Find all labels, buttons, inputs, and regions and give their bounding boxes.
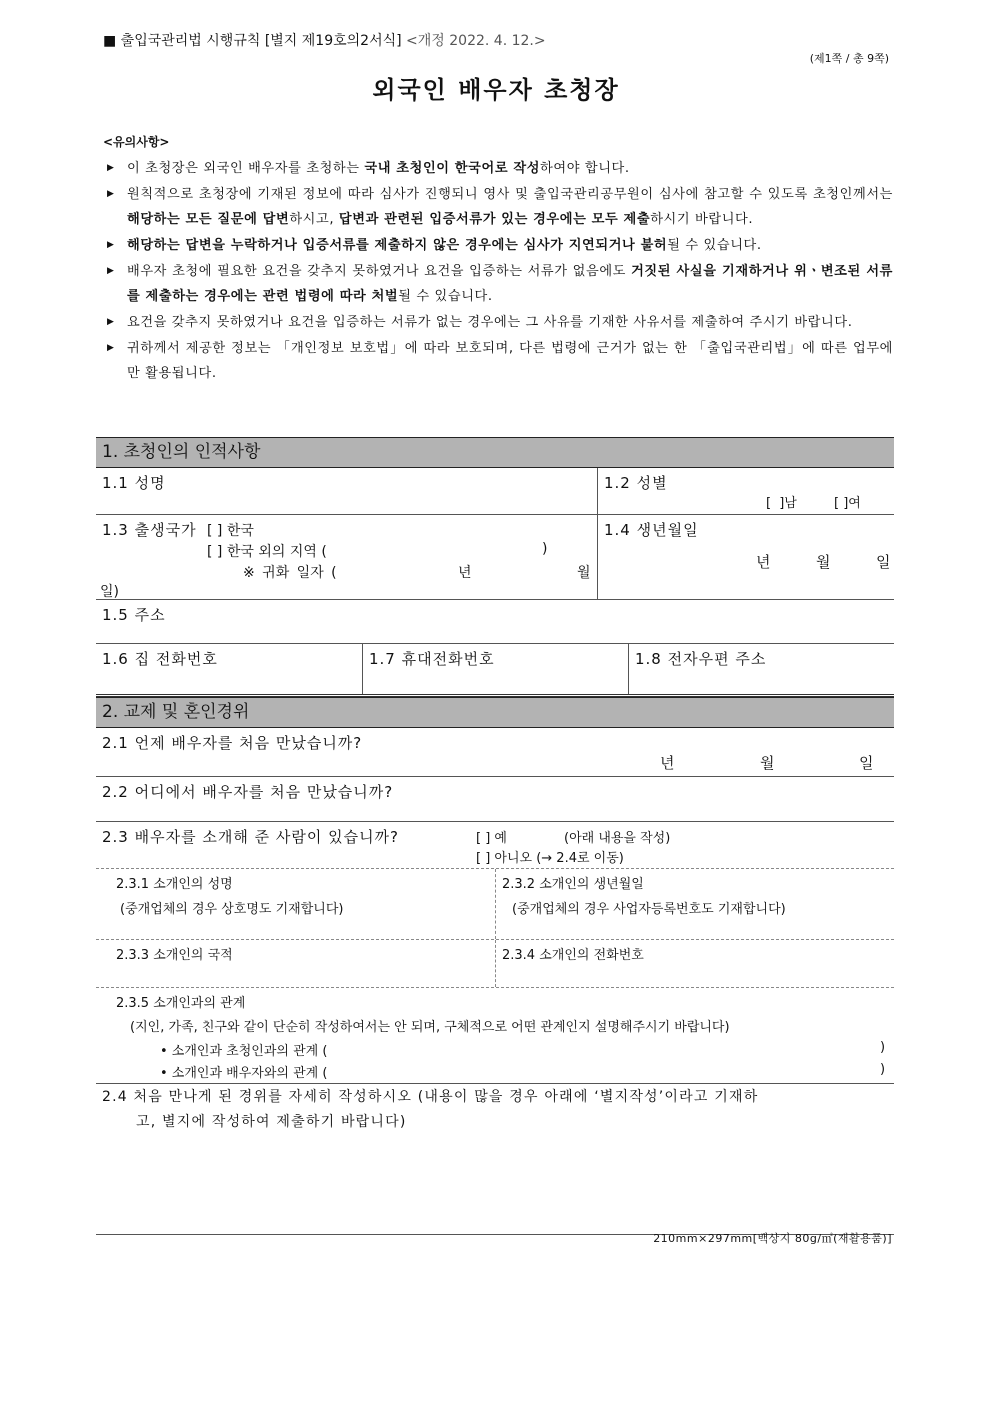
month-label: 월 [577, 565, 591, 581]
yes-note: (아래 내용을 작성) [564, 831, 671, 846]
q232-note: (중개업체의 경우 사업자등록번호도 기재합니다) [512, 902, 786, 917]
notice-emphasis: 거짓된 사실을 기재하거나 위ㆍ변조된 서류를 제출하는 경우에는 관련 법령에 따라 처벌 [127, 264, 893, 304]
q231-note: (중개업체의 경우 상호명도 기재합니다) [120, 902, 344, 917]
q23-label: 2.3 배우자를 소개해 준 사람이 있습니까? [102, 828, 400, 846]
notice-emphasis: 해당하는 모든 질문에 답변 [127, 212, 290, 227]
notice-text: 하시고, [289, 212, 339, 227]
form-header [103, 30, 546, 50]
introducer-nationality-field[interactable] [96, 940, 495, 987]
introducer-yes-checkbox[interactable]: [ ] 예 [476, 831, 507, 846]
gender-female-checkbox[interactable]: [ ]여 [834, 496, 861, 511]
section-1-title: 1. 초청인의 인적사항 [96, 437, 894, 468]
notice-heading: <유의사항> [103, 135, 170, 149]
address-label: 1.5 주소 [102, 606, 166, 624]
introducer-dob-field[interactable] [495, 869, 894, 939]
page-title: 외국인 배우자 초청장 [372, 76, 620, 104]
day-label: 일 [859, 754, 874, 772]
notice-text: 배우자 초청에 필요한 요건을 갖추지 못하였거나 요건을 입증하는 서류가 없음에도 [127, 264, 632, 279]
paren-close: ) [542, 541, 548, 557]
triangle-bullet-icon: ▶ [107, 240, 115, 250]
triangle-bullet-icon: ▶ [107, 266, 115, 276]
naturalization-label: ※ 귀화 일자 ( [243, 565, 337, 581]
triangle-bullet-icon: ▶ [107, 163, 115, 173]
home-phone-field[interactable] [96, 644, 362, 694]
notice-item [103, 336, 893, 386]
row-birthcountry-dob [96, 515, 894, 600]
name-label: 1.1 성명 [102, 474, 166, 492]
notice-emphasis: 국내 초청인이 한국어로 작성 [364, 161, 541, 176]
email-label: 1.8 전자우편 주소 [635, 650, 767, 668]
notice-text: 될 수 있습니다. [398, 289, 493, 304]
q232-label: 2.3.2 소개인의 생년월일 [502, 877, 644, 892]
year-label: 년 [458, 565, 472, 581]
introducer-name-field[interactable] [96, 869, 495, 939]
row-introducer-contact [96, 940, 894, 988]
home-phone-label: 1.6 집 전화번호 [102, 650, 218, 668]
day-label: 일 [876, 553, 891, 571]
page-info: (제1쪽 / 총 9쪽) [809, 52, 889, 65]
relationship-spouse-field[interactable]: • 소개인과 배우자와의 관계 ( [160, 1066, 328, 1081]
q235-note: (지인, 가족, 친구와 같이 단순히 작성하여서는 안 되며, 구체적으로 어떤 관계인지 설명해주시기 바랍니다) [130, 1020, 730, 1035]
row-name-gender [96, 468, 894, 515]
notice-text: 요건을 갖추지 못하였거나 요건을 입증하는 서류가 없는 경우에는 그 사유를 기재한 사유서를 제출하여 주시기 바랍니다. [127, 315, 853, 330]
month-label: 월 [760, 754, 775, 772]
q234-label: 2.3.4 소개인의 전화번호 [502, 948, 644, 963]
address-field[interactable] [96, 600, 894, 644]
dob-field[interactable] [597, 515, 894, 599]
outside-korea-checkbox[interactable]: [ ] 한국 외의 지역 ( [207, 544, 327, 560]
mobile-field[interactable] [362, 644, 628, 694]
dob-label: 1.4 생년월일 [604, 521, 699, 539]
section-2-title: 2. 교제 및 혼인경위 [96, 697, 894, 728]
notice-item [103, 182, 893, 232]
footer-paper-spec: 210mm×297mm[백상지 80g/㎡(재활용품)] [653, 1232, 892, 1245]
triangle-bullet-icon: ▶ [107, 317, 115, 327]
relationship-inviter-field[interactable]: • 소개인과 초청인과의 관계 ( [160, 1044, 328, 1059]
notice-text: 될 수 있습니다. [667, 238, 762, 253]
mobile-label: 1.7 휴대전화번호 [369, 650, 495, 668]
q231-label: 2.3.1 소개인의 성명 [116, 877, 233, 892]
notice-text: 이 초청장은 외국인 배우자를 초청하는 [127, 161, 365, 176]
gender-field [597, 468, 894, 514]
notice-text: 귀하께서 제공한 정보는 「개인정보 보호법」에 따라 보호되며, 다른 법령에 근거가 없는 한 「출입국관리법」에 따른 업무에만 활용됩니다. [127, 341, 893, 381]
name-field[interactable] [96, 468, 597, 514]
q24-label-continued: 고, 별지에 작성하여 제출하기 바랍니다) [136, 1114, 407, 1130]
q21-label: 2.1 언제 배우자를 처음 만났습니까? [102, 734, 363, 752]
notice-emphasis: 해당하는 답변을 누락하거나 입증서류를 제출하지 않은 경우에는 심사가 지연되거나 불허 [127, 238, 668, 253]
month-label: 월 [816, 553, 831, 571]
korea-checkbox[interactable]: [ ] 한국 [207, 523, 254, 539]
regulation-text: ■ 출입국관리법 시행규칙 [별지 제19호의2서식] [103, 33, 402, 49]
paren-close: ) [880, 1062, 886, 1077]
notice-text: 하여야 합니다. [540, 161, 630, 176]
invitation-form [96, 437, 894, 1235]
first-meeting-place-field[interactable] [96, 777, 894, 822]
row-contacts [96, 644, 894, 697]
notice-section [103, 133, 893, 387]
email-field[interactable] [628, 644, 894, 694]
notice-text: 하시기 바랍니다. [650, 212, 754, 227]
gender-male-checkbox[interactable]: [ ]남 [766, 496, 797, 511]
notice-emphasis: 답변과 관련된 입증서류가 있는 경우에는 모두 제출 [338, 212, 651, 227]
triangle-bullet-icon: ▶ [107, 189, 115, 199]
notice-item [103, 233, 893, 258]
notice-item [103, 259, 893, 309]
birth-country-field [96, 515, 597, 599]
notice-text: 원칙적으로 초청장에 기재된 정보에 따라 심사가 진행되니 영사 및 출입국관리공무원이 심사에 참고할 수 있도록 초청인께서는 [127, 187, 893, 202]
day-label: 일) [100, 584, 119, 600]
introducer-relationship [96, 988, 894, 1084]
q24-label: 2.4 처음 만나게 된 경위를 자세히 작성하시오 (내용이 많을 경우 아래에 ‘별지작성’이라고 기재하 [102, 1089, 759, 1105]
row-introducer-info [96, 869, 894, 940]
introducer-no-checkbox[interactable]: [ ] 아니오 (→ 2.4로 이동) [476, 851, 624, 866]
year-label: 년 [756, 553, 771, 571]
q235-label: 2.3.5 소개인과의 관계 [116, 996, 246, 1011]
introducer-question [96, 822, 894, 869]
first-meeting-date-field[interactable] [96, 728, 894, 777]
year-label: 년 [660, 754, 675, 772]
revision-date: <개정 2022. 4. 12.> [406, 33, 546, 49]
q22-label: 2.2 어디에서 배우자를 처음 만났습니까? [102, 783, 394, 801]
triangle-bullet-icon: ▶ [107, 343, 115, 353]
paren-close: ) [880, 1040, 886, 1055]
meeting-story-field[interactable] [96, 1084, 894, 1235]
introducer-phone-field[interactable] [495, 940, 894, 987]
notice-item [103, 310, 893, 335]
gender-label: 1.2 성별 [604, 474, 668, 492]
birth-country-label: 1.3 출생국가 [102, 521, 197, 539]
q233-label: 2.3.3 소개인의 국적 [116, 948, 233, 963]
notice-item [103, 156, 893, 181]
